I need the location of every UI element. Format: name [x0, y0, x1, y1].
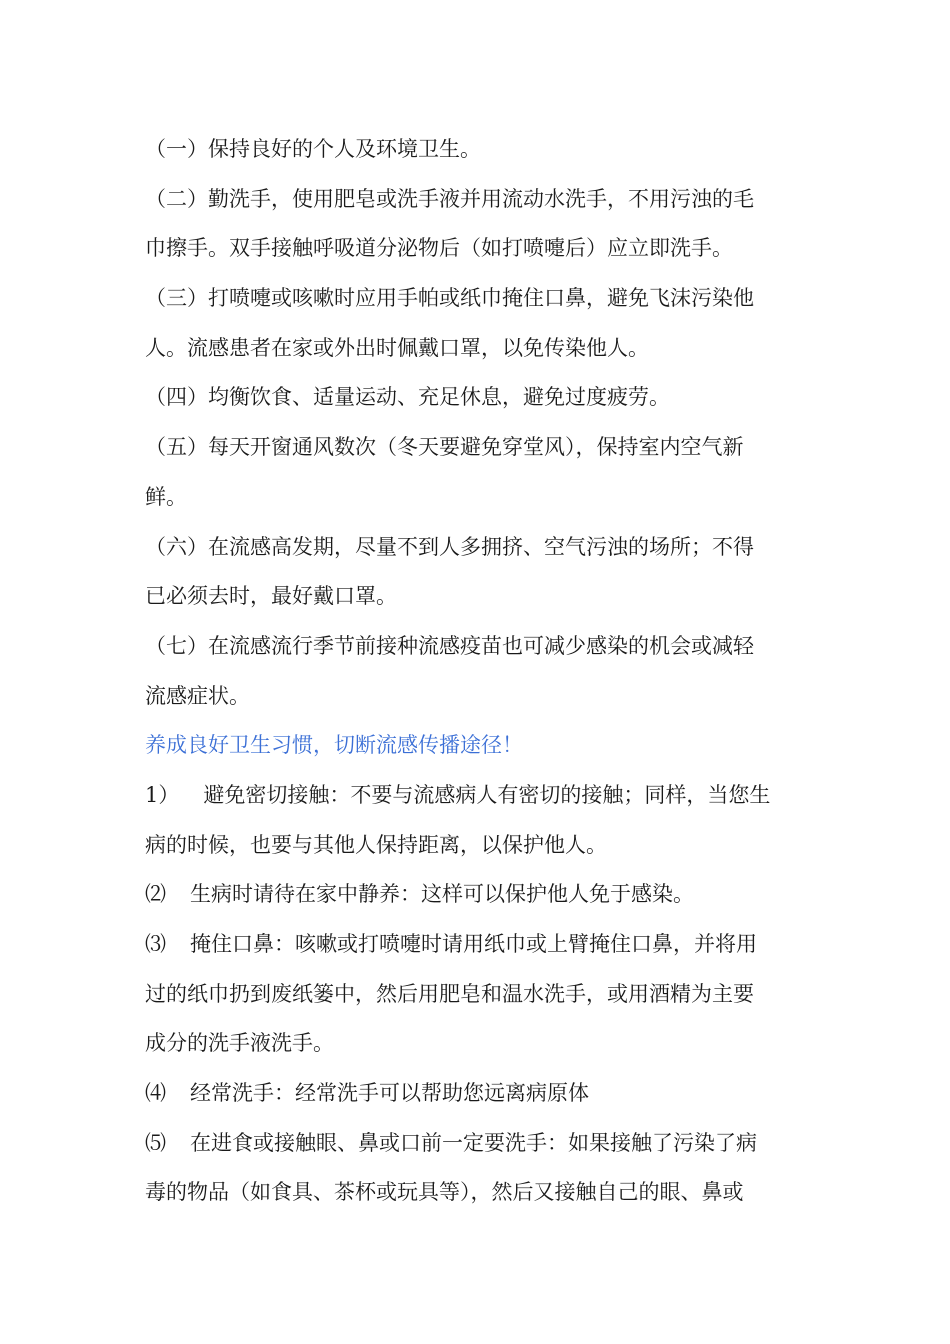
- text-line: （四）均衡饮食、适量运动、充足休息，避免过度疲劳。: [145, 385, 670, 410]
- text-line: 鲜。: [145, 484, 187, 509]
- text-line: [145, 771, 810, 821]
- measure-item: [145, 274, 810, 373]
- text-line: （五）每天开窗通风数次（冬天要避免穿堂风），保持室内空气新: [145, 435, 744, 460]
- tip-text: 生病时请待在家中静养：这样可以保护他人免于感染。: [190, 882, 694, 907]
- text-line: 成分的洗手液洗手。: [145, 1031, 334, 1056]
- tip-text: 避免密切接触：不要与流感病人有密切的接触；同样，当您生: [203, 782, 771, 807]
- text-line: 已必须去时，最好戴口罩。: [145, 584, 397, 609]
- text-line: （一）保持良好的个人及环境卫生。: [145, 137, 481, 161]
- measure-item: [145, 373, 810, 423]
- text-line: 巾擦手。双手接触呼吸道分泌物后（如打喷嚏后）应立即洗手。: [145, 236, 733, 261]
- tip-text: 在进食或接触眼、鼻或口前一定要洗手：如果接触了污染了病: [190, 1130, 757, 1155]
- text-line: （六）在流感高发期，尽量不到人多拥挤、空气污浊的场所；不得: [145, 534, 754, 559]
- text-line: 过的纸巾扔到废纸篓中，然后用肥皂和温水洗手，或用酒精为主要: [145, 981, 754, 1006]
- text-line: 人。流感患者在家或外出时佩戴口罩，以免传染他人。: [145, 335, 649, 360]
- text-line: 病的时候，也要与其他人保持距离，以保护他人。: [145, 832, 607, 857]
- text-line: [145, 870, 810, 920]
- text-line: （二）勤洗手，使用肥皂或洗手液并用流动水洗手，不用污浊的毛: [145, 186, 754, 211]
- text-line: （七）在流感流行季节前接种流感疫苗也可减少感染的机会或减轻: [145, 633, 754, 658]
- tip-number: ⑶: [145, 932, 166, 956]
- text-line: [145, 1119, 810, 1169]
- measure-item: [145, 523, 810, 622]
- tip-item: [145, 1069, 810, 1119]
- tip-item: [145, 771, 810, 870]
- text-line: 流感症状。: [145, 683, 250, 708]
- tip-number: ⑵: [145, 882, 166, 907]
- measure-item: [145, 175, 810, 274]
- text-line: [145, 920, 810, 970]
- tip-text: 经常洗手：经常洗手可以帮助您远离病原体: [190, 1081, 589, 1106]
- tip-number: ⑸: [145, 1130, 166, 1155]
- text-line: 毒的物品（如食具、茶杯或玩具等），然后又接触自己的眼、鼻或: [145, 1180, 744, 1205]
- tip-number: 1）: [145, 782, 180, 807]
- text-line: （三）打喷嚏或咳嗽时应用手帕或纸巾掩住口鼻，避免飞沫污染他: [145, 286, 754, 311]
- measure-item: [145, 125, 810, 175]
- measure-item: [145, 622, 810, 721]
- text-line: [145, 1069, 810, 1119]
- tip-item: [145, 920, 810, 1069]
- tip-item: [145, 1119, 810, 1218]
- measure-item: [145, 423, 810, 522]
- tip-text: 掩住口鼻：咳嗽或打喷嚏时请用纸巾或上臂掩住口鼻，并将用: [190, 932, 757, 956]
- tip-number: ⑷: [145, 1081, 166, 1106]
- tip-item: [145, 870, 810, 920]
- section-heading: 养成良好卫生习惯，切断流感传播途径！: [145, 733, 523, 758]
- document-body: [145, 125, 810, 1218]
